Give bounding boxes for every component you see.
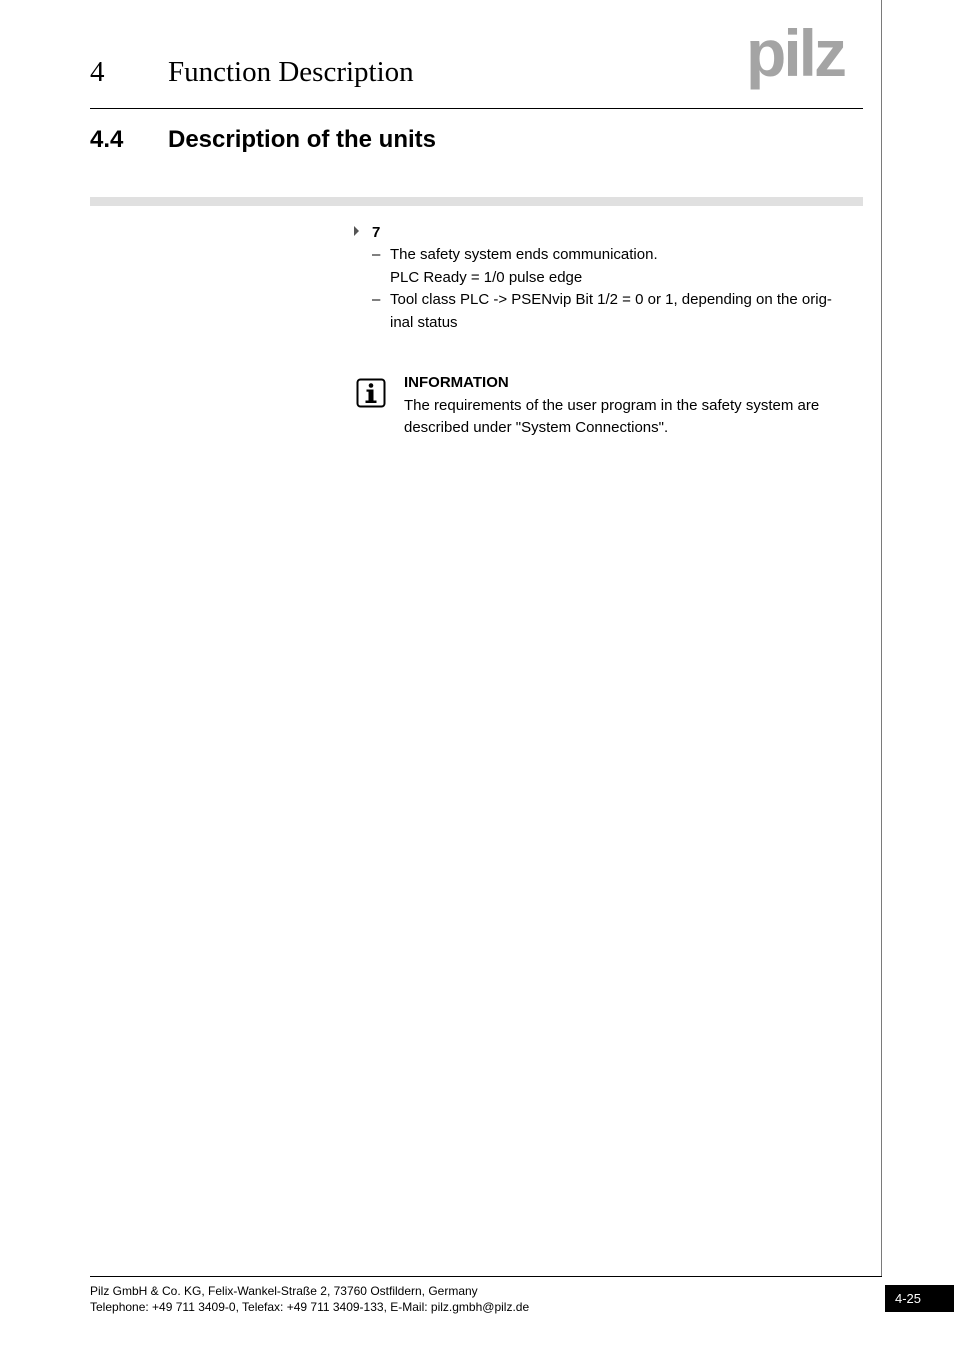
information-text [404, 372, 864, 440]
footer-contact: Telephone: +49 711 3409-0, Telefax: +49 711 3409-133, E-Mail: pilz.gmbh@pilz.de [90, 1300, 530, 1314]
info-icon [356, 378, 386, 416]
section-divider-bar [90, 197, 863, 206]
section-title: Description of the units [168, 126, 437, 153]
section-number: 4.4 [90, 126, 124, 153]
list-item-text: Tool class PLC -> PSENvip Bit 1/2 = 0 or 1, depending on the orig- [390, 291, 832, 308]
list-item-text: PLC Ready = 1/0 pulse edge [390, 268, 583, 286]
step-label: 7 [372, 224, 381, 241]
chapter-title: Function Description [168, 56, 414, 88]
footer [90, 1283, 529, 1315]
information-box [354, 372, 864, 440]
information-line: described under "System Connections". [404, 419, 669, 436]
list-item-text: inal status [390, 313, 458, 331]
chapter-number: 4 [90, 56, 105, 88]
list-item-text: The safety system ends communication. [390, 246, 658, 263]
list-item [354, 244, 864, 289]
header-rule [90, 108, 863, 109]
dash-bullet: – [372, 291, 381, 308]
page-right-rule [881, 0, 882, 1276]
information-line: The requirements of the user program in the safety system are [404, 396, 820, 414]
pilz-logo [746, 26, 866, 99]
information-title: INFORMATION [404, 374, 509, 391]
pilz-logo-graphic [746, 26, 866, 94]
footer-address: Pilz GmbH & Co. KG, Felix-Wankel-Straße 2, 73760 Ostfildern, Germany [90, 1284, 478, 1298]
pilz-logo-text: pilz [746, 26, 844, 90]
page-number: 4-25 [885, 1285, 954, 1312]
triangle-right-icon [354, 226, 359, 236]
step-header [354, 222, 864, 244]
footer-rule [90, 1276, 882, 1277]
list-item [354, 289, 864, 334]
step-block [354, 222, 864, 334]
dash-bullet: – [372, 246, 381, 263]
